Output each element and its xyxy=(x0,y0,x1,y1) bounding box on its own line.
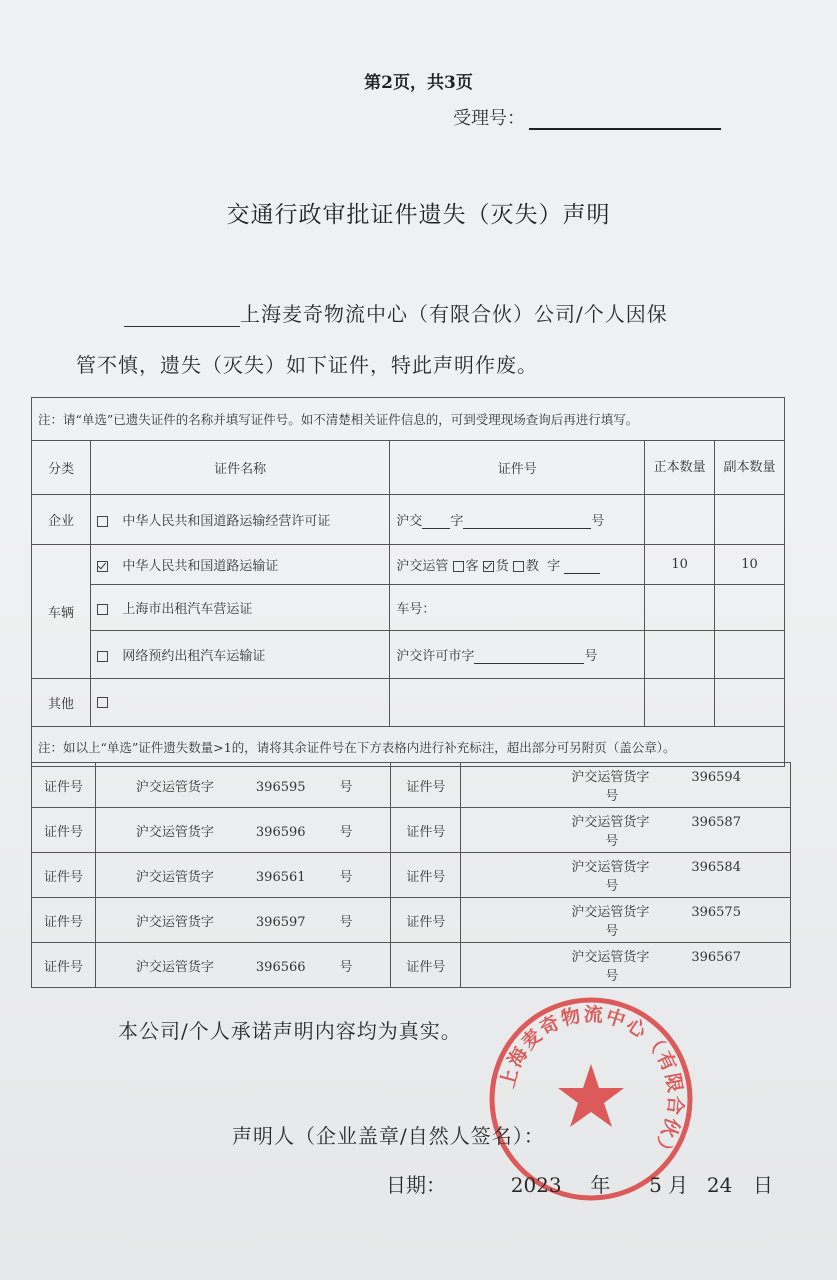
cert-value: 396561 xyxy=(255,869,306,885)
date-month-unit: 月 xyxy=(668,1173,689,1197)
header-name: 证件名称 xyxy=(90,441,389,495)
number-prefix: 沪交 xyxy=(396,514,423,529)
checkbox[interactable] xyxy=(97,604,108,615)
row-number xyxy=(390,545,645,585)
cert-value: 396587 xyxy=(691,815,741,830)
date-month: 5 xyxy=(649,1173,662,1197)
cert-prefix: 沪交运管货字 xyxy=(571,815,650,830)
cert-value: 396595 xyxy=(255,779,306,795)
row-copy xyxy=(715,679,785,727)
cert-suffix: 号 xyxy=(605,834,619,849)
cert-prefix: 沪交运管货字 xyxy=(571,770,650,785)
cert-value: 396575 xyxy=(691,905,741,920)
checkbox[interactable] xyxy=(97,697,108,708)
cert-prefix: 沪交运管货字 xyxy=(571,905,650,920)
date-label: 日期： xyxy=(386,1173,446,1197)
cert-label: 证件号 xyxy=(32,898,96,943)
table-row xyxy=(32,631,785,679)
row-name-text: 中华人民共和国道路运输证 xyxy=(122,559,279,574)
date-day: 24 xyxy=(706,1173,733,1197)
table-row xyxy=(32,545,785,585)
cert-number xyxy=(95,853,391,898)
number-blank[interactable] xyxy=(564,560,600,574)
checkbox-checked[interactable] xyxy=(97,561,108,572)
row-number: 车号： xyxy=(390,585,645,631)
certificate-table xyxy=(31,397,785,767)
cert-prefix: 沪交运管货字 xyxy=(135,914,214,930)
row-copy: 10 xyxy=(715,545,785,585)
checkbox[interactable] xyxy=(97,651,108,662)
option-label: 客 xyxy=(465,559,479,574)
option-label: 教 xyxy=(525,559,539,574)
cert-prefix: 沪交运管货字 xyxy=(135,959,214,975)
cert-suffix: 号 xyxy=(605,879,619,894)
table-row xyxy=(32,898,791,943)
row-name xyxy=(90,679,389,727)
date-year-unit: 年 xyxy=(590,1173,611,1197)
company-text: 上海麦奇物流中心（有限合伙）公司/个人因保 xyxy=(240,302,668,326)
cert-number xyxy=(461,808,791,853)
row-category: 其他 xyxy=(32,679,91,727)
checkbox[interactable] xyxy=(453,561,464,572)
cert-value: 396584 xyxy=(691,860,741,875)
table-row xyxy=(32,853,791,898)
number-blank[interactable] xyxy=(422,515,450,529)
row-name-text: 网络预约出租汽车运输证 xyxy=(122,649,266,664)
cert-label: 证件号 xyxy=(391,808,461,853)
svg-text:上海麦奇物流中心（有限合伙）: 上海麦奇物流中心（有限合伙） xyxy=(496,1003,687,1164)
cert-value: 396596 xyxy=(255,824,306,840)
header-number: 证件号 xyxy=(390,441,645,495)
accept-number-label: 受理号： xyxy=(453,108,525,129)
cert-suffix: 号 xyxy=(605,969,619,984)
row-number xyxy=(390,495,645,545)
row-name xyxy=(90,495,389,545)
number-suffix: 号 xyxy=(584,649,598,664)
extra-cert-table xyxy=(31,762,791,988)
row-name xyxy=(90,545,389,585)
cert-number xyxy=(95,808,391,853)
cert-prefix: 沪交运管货字 xyxy=(135,779,214,795)
cert-suffix: 号 xyxy=(339,914,353,930)
document-title: 交通行政审批证件遗失（灭失）声明 xyxy=(226,202,611,228)
statement-line-1 xyxy=(124,298,668,327)
row-original xyxy=(645,631,715,679)
date-day-unit: 日 xyxy=(753,1173,774,1197)
table-row xyxy=(32,495,785,545)
row-number xyxy=(390,631,645,679)
row-original xyxy=(645,679,715,727)
row-original xyxy=(645,495,715,545)
number-prefix: 沪交运管 xyxy=(396,559,449,574)
cert-number xyxy=(461,763,791,808)
cert-value: 396597 xyxy=(255,914,306,930)
table-row xyxy=(32,763,791,808)
cert-suffix: 号 xyxy=(339,869,353,885)
date-line xyxy=(386,1169,773,1198)
table-row xyxy=(32,808,791,853)
cert-label: 证件号 xyxy=(391,943,461,988)
checkbox[interactable] xyxy=(513,561,524,572)
table-note-1: 注：请“单选”已遗失证件的名称并填写证件号。如不清楚相关证件信息的，可到受理现场查询后再进行填写。 xyxy=(32,398,785,441)
accept-number-field[interactable] xyxy=(529,110,721,130)
signer-label: 声明人（企业盖章/自然人签名）： xyxy=(232,1124,545,1148)
row-name-text: 中华人民共和国道路运输经营许可证 xyxy=(122,514,331,529)
cert-number xyxy=(461,898,791,943)
table-row xyxy=(32,679,785,727)
row-copy xyxy=(715,495,785,545)
accept-number xyxy=(453,104,721,130)
cert-prefix: 沪交运管货字 xyxy=(571,860,650,875)
name-blank[interactable] xyxy=(124,306,240,327)
cert-suffix: 号 xyxy=(339,779,353,795)
cert-number xyxy=(461,853,791,898)
row-name xyxy=(90,631,389,679)
cert-number xyxy=(95,898,391,943)
row-name-text: 上海市出租汽车营运证 xyxy=(122,602,253,617)
cert-label: 证件号 xyxy=(32,943,96,988)
row-number xyxy=(390,679,645,727)
cert-number xyxy=(95,943,391,988)
table-row xyxy=(32,585,785,631)
cert-value: 396594 xyxy=(691,770,741,785)
number-prefix: 沪交许可市字 xyxy=(396,649,475,664)
cert-number xyxy=(461,943,791,988)
promise-text: 本公司/个人承诺声明内容均为真实。 xyxy=(118,1019,462,1043)
header-original: 正本数量 xyxy=(645,441,715,495)
cert-value: 396566 xyxy=(255,959,306,975)
row-category: 企业 xyxy=(32,495,91,545)
cert-number xyxy=(95,763,391,808)
number-mid: 字 xyxy=(450,514,464,529)
cert-label: 证件号 xyxy=(391,898,461,943)
date-year: 2023 xyxy=(510,1173,562,1197)
cert-suffix: 号 xyxy=(339,824,353,840)
cert-label: 证件号 xyxy=(391,763,461,808)
cert-label: 证件号 xyxy=(32,763,96,808)
checkbox[interactable] xyxy=(97,516,108,527)
cert-label: 证件号 xyxy=(391,853,461,898)
statement-line-2: 管不慎，遗失（灭失）如下证件，特此声明作废。 xyxy=(76,353,538,377)
cert-value: 396567 xyxy=(691,950,741,965)
cert-prefix: 沪交运管货字 xyxy=(135,824,214,840)
number-suffix: 号 xyxy=(591,514,605,529)
cert-prefix: 沪交运管货字 xyxy=(135,869,214,885)
cert-label: 证件号 xyxy=(32,808,96,853)
row-copy xyxy=(715,585,785,631)
table-note-2: 注：如以上“单选”证件遗失数量>1的，请将其余证件号在下方表格内进行补充标注，超出部分可另附页（盖公章）。 xyxy=(32,727,785,767)
cert-suffix: 号 xyxy=(605,924,619,939)
row-original: 10 xyxy=(645,545,715,585)
number-mid: 字 xyxy=(547,559,561,574)
cert-suffix: 号 xyxy=(605,789,619,804)
header-copy: 副本数量 xyxy=(715,441,785,495)
cert-label: 证件号 xyxy=(32,853,96,898)
table-row xyxy=(32,943,791,988)
page-indicator: 第2页，共3页 xyxy=(364,73,473,93)
checkbox-checked[interactable] xyxy=(483,561,494,572)
number-blank[interactable] xyxy=(474,650,584,664)
cert-prefix: 沪交运管货字 xyxy=(571,950,650,965)
row-name xyxy=(90,585,389,631)
row-copy xyxy=(715,631,785,679)
number-blank[interactable] xyxy=(463,515,591,529)
option-label: 货 xyxy=(495,559,509,574)
cert-suffix: 号 xyxy=(339,959,353,975)
row-category: 车辆 xyxy=(32,545,91,679)
row-original xyxy=(645,585,715,631)
header-category: 分类 xyxy=(32,441,91,495)
